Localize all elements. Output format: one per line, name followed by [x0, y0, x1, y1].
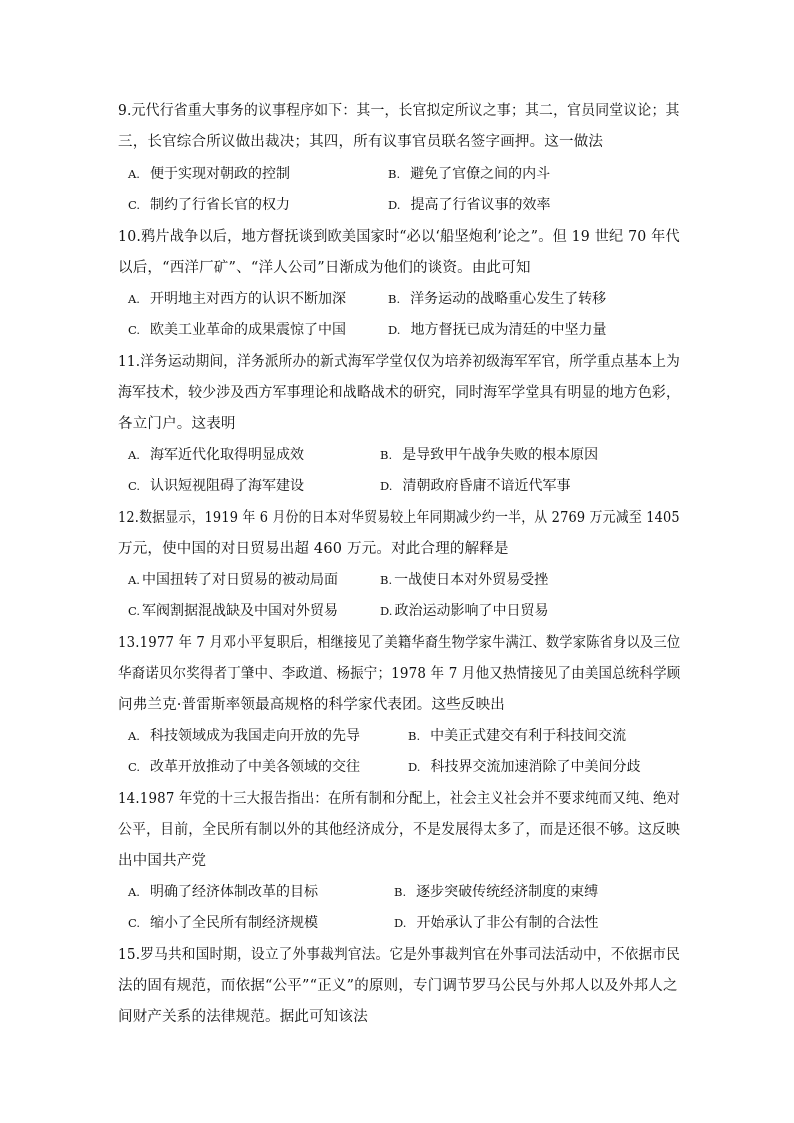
question-15-line-3: 间财产关系的法律规范。据此可知该法 [118, 1009, 368, 1025]
question-11-line-3: 各立门户。这表明 [118, 416, 236, 432]
question-11-option-c: C. 认识短视阻碍了海军建设 [128, 478, 305, 494]
question-9-option-d: D. 提高了行省议事的效率 [388, 197, 551, 213]
question-12-option-d: D. 政治运动影响了中日贸易 [380, 603, 549, 619]
question-14-line-1: 14.1987 年党的十三大报告指出：在所有制和分配上，社会主义社会并不要求纯而又纯、绝对 [118, 791, 681, 807]
question-13-line-1: 13.1977 年 7 月邓小平复职后，相继接见了美籍华裔生物学家牛满江、数学家陈省身以及三位 [118, 635, 681, 651]
question-12-option-b: B. 一战使日本对外贸易受挫 [380, 572, 549, 588]
question-11-option-a: A. 海军近代化取得明显成效 [128, 447, 304, 463]
question-11-option-d: D. 清朝政府昏庸不谙近代军事 [380, 478, 571, 494]
question-10-line-2: 以后，“西洋厂矿”、“洋人公司”日渐成为他们的谈资。由此可知 [118, 260, 531, 276]
question-11-line-2: 海军技术，较少涉及西方军事理论和战略战术的研究，同时海军学堂具有明显的地方色彩， [118, 385, 680, 401]
question-14-option-a: A. 明确了经济体制改革的目标 [128, 884, 318, 900]
question-12-line-1: 12.数据显示，1919 年 6 月份的日本对华贸易较上年同期减少约一半，从 2769 万元减至 1405 [118, 510, 680, 526]
question-10-option-d: D. 地方督抚已成为清廷的中坚力量 [388, 322, 607, 338]
question-14-line-2: 公平，目前，全民所有制以外的其他经济成分，不是发展得太多了，而是还很不够。这反映 [118, 822, 680, 838]
question-10-option-c: C. 欧美工业革命的成果震惊了中国 [128, 322, 347, 338]
question-14-option-d: D. 开始承认了非公有制的合法性 [394, 915, 599, 931]
question-13-line-3: 问弗兰克·普雷斯率领最高规格的科学家代表团。这些反映出 [118, 697, 506, 713]
question-9-line-1: 9.元代行省重大事务的议事程序如下：其一，长官拟定所议之事；其二，官员同堂议论；其 [118, 103, 680, 119]
question-14-option-b: B. 逐步突破传统经济制度的束缚 [394, 884, 599, 900]
question-9-option-a: A. 便于实现对朝政的控制 [128, 166, 290, 182]
question-10-option-a: A. 开明地主对西方的认识不断加深 [128, 291, 346, 307]
question-10-option-b: B. 洋务运动的战略重心发生了转移 [388, 291, 607, 307]
question-15-line-1: 15.罗马共和国时期，设立了外事裁判官法。它是外事裁判官在外事司法活动中，不依据市民 [118, 947, 680, 963]
question-13-option-b: B. 中美正式建交有利于科技间交流 [408, 728, 627, 744]
question-12-option-c: C. 军阀割据混战缺及中国对外贸易 [128, 603, 339, 619]
question-11-option-b: B. 是导致甲午战争失败的根本原因 [380, 447, 599, 463]
question-13-option-c: C. 改革开放推动了中美各领域的交往 [128, 759, 361, 775]
question-11-line-1: 11.洋务运动期间，洋务派所办的新式海军学堂仅仅为培养初级海军军官，所学重点基本上为 [118, 354, 680, 370]
question-13-option-a: A. 科技领域成为我国走向开放的先导 [128, 728, 360, 744]
question-13-line-2: 华裔诺贝尔奖得者丁肇中、李政道、杨振宁；1978 年 7 月他又热情接见了由美国总统科学顾 [118, 666, 681, 682]
question-9-option-c: C. 制约了行省长官的权力 [128, 197, 291, 213]
question-15-line-2: 法的固有规范，而依据“公平”“正义”的原则，专门调节罗马公民与外邦人以及外邦人之 [118, 978, 678, 994]
question-12-line-2: 万元，使中国的对日贸易出超 460 万元。对此合理的解释是 [118, 541, 509, 557]
question-9-option-b: B. 避免了官僚之间的内斗 [388, 166, 551, 182]
question-14-line-3: 出中国共产党 [118, 853, 207, 869]
question-13-option-d: D. 科技界交流加速消除了中美间分歧 [408, 759, 641, 775]
question-9-line-2: 三，长官综合所议做出裁决；其四，所有议事官员联名签字画押。这一做法 [118, 134, 604, 150]
question-12-option-a: A. 中国扭转了对日贸易的被动局面 [128, 572, 338, 588]
question-14-option-c: C. 缩小了全民所有制经济规模 [128, 915, 319, 931]
question-10-line-1: 10.鸦片战争以后，地方督抚谈到欧美国家时“必以‘船坚炮利’论之”。但 19 世纪 70 年代 [118, 229, 680, 245]
